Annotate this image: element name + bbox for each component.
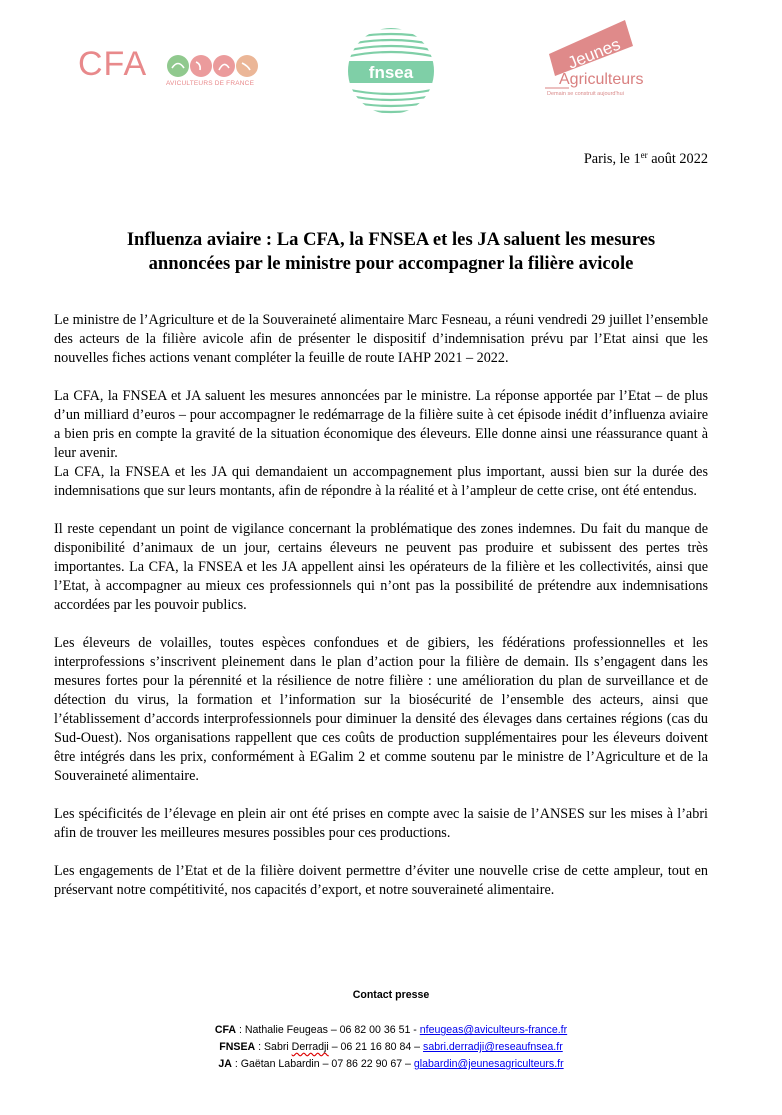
paragraph-6: Les spécificités de l’élevage en plein air ont été prises en compte avec la saisie de l’ANSES sur les mises à l’abri afin de trouver les meilleures mesures possibles pour ces productions. (54, 806, 708, 841)
paragraph-3: La CFA, la FNSEA et les JA qui demandaient un accompagnement plus important, aussi bien sur la durée des indemnisations que sur leurs montants, afin de répondre à la réalité et à l’ampleur de cette crise, ont été entendus. (54, 464, 708, 499)
contact-cfa: CFA : Nathalie Feugeas – 06 82 00 36 51 - nfeugeas@aviculteurs-france.fr (214, 1024, 568, 1036)
press-release-body (54, 311, 708, 900)
contact-list (0, 1022, 782, 1073)
contact-ja: JA : Gaëtan Labardin – 07 86 22 90 67 – glabardin@jeunesagriculteurs.fr (218, 1058, 564, 1070)
ja-logo-line2: Agriculteurs (559, 71, 644, 88)
ja-logo-line1: Jeunes (565, 34, 623, 73)
paragraph-2: La CFA, la FNSEA et JA saluent les mesures annoncées par le ministre. La réponse apportée par l’Etat – de plus d’un milliard d’euros – pour accompagner le redémarrage de la filière suite à cet épisode inédit d’influenza aviaire a bien pris en compte la gravité de la situation économique des éleveurs. Elle donne ainsi une réassurance quant à leur avenir. (54, 388, 708, 461)
cfa-animals-icon (166, 53, 266, 79)
ja-logo (541, 20, 645, 102)
title-line-2: annoncées par le ministre pour accompagner la filière avicole (148, 253, 634, 274)
cfa-logo (78, 44, 268, 94)
cfa-logo-subtitle: AVICULTEURS DE FRANCE (166, 80, 255, 87)
cfa-logo-text: CFA (78, 45, 148, 83)
email-link-cfa[interactable]: nfeugeas@aviculteurs-france.fr (419, 1024, 568, 1036)
paragraph-1: Le ministre de l’Agriculture et de la Souveraineté alimentaire Marc Fesneau, a réuni vendredi 29 juillet l’ensemble des acteurs de la filière avicole afin de présenter le dispositif d’indemnisation prévu par l’Etat ainsi que les nouvelles fiches actions venant compléter la feuille de route IAHP 2021 – 2022. (54, 312, 708, 366)
email-link-fnsea[interactable]: sabri.derradji@reseaufnsea.fr (423, 1041, 563, 1053)
paragraph-7: Les engagements de l’Etat et de la filière doivent permettre d’éviter une nouvelle crise de cette ampleur, tout en préservant notre compétitivité, nos capacités d’export, et notre souveraineté alimentaire. (54, 863, 708, 898)
document-date: Paris, le 1er août 2022 (583, 150, 708, 167)
email-link-ja[interactable]: glabardin@jeunesagriculteurs.fr (413, 1058, 564, 1070)
fnsea-logo (347, 27, 435, 115)
fnsea-logo-text: fnsea (368, 63, 414, 82)
contact-fnsea: FNSEA : Sabri Derradji – 06 21 16 80 84 – sabri.derradji@reseaufnsea.fr (219, 1041, 563, 1053)
paragraph-4: Il reste cependant un point de vigilance concernant la problématique des zones indemnes. Du fait du manque de disponibilité d’animaux de un jour, certains éleveurs ne peuvent pas produire et subissent des pertes très importantes. La CFA, la FNSEA et les JA appellent ainsi les opérateurs de la filière et les collectivités, ainsi que l’Etat, à accompagner au mieux ces professionnels qui n’ont pas la possibilité de prétendre aux indemnisations accordées par les pouvoir publics. (54, 521, 708, 613)
title-line-1: Influenza aviaire : La CFA, la FNSEA et les JA saluent les mesures (126, 229, 656, 250)
paragraph-5: Les éleveurs de volailles, toutes espèces confondues et de gibiers, les fédérations professionnelles et les interprofessions s’inscrivent pleinement dans le plan d’action pour la filière de demain. Ils s’engagent dans les mesures fortes pour la pérennité et la résilience de notre filière : une amélioration du plan de surveillance et de détection du virus, la formation et l’information sur la biosécurité de l’ensemble des acteurs, ainsi que l’établissement d’accords interprofessionnels pour diminuer la densité des élevages dans certaines régions (cas du Sud-Ouest). Nos organisations rappellent que ces coûts de production supplémentaires pour les éleveurs doivent être intégrés dans les prix, conformément à EGalim 2 et comme soutenu par le ministre de l’Agriculture et de la Souveraineté alimentaire. (54, 635, 708, 784)
press-release-title (54, 228, 728, 276)
contact-title: Contact presse (352, 989, 430, 1001)
ja-logo-subtitle: Demain se construit aujourd'hui (547, 91, 624, 97)
